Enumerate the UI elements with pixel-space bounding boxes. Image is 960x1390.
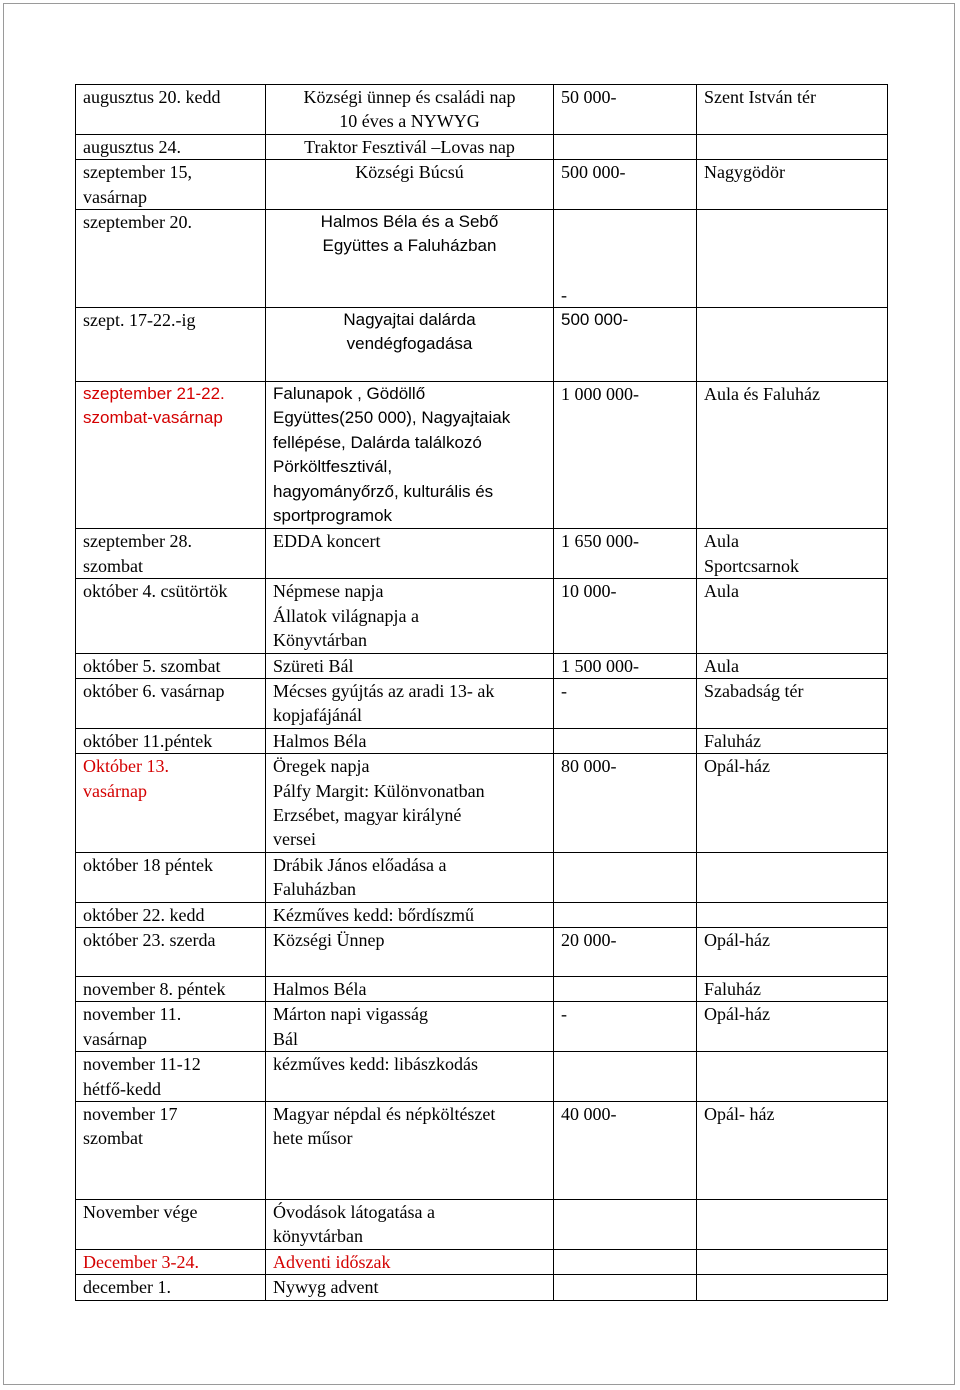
cell-cost [554,1052,697,1102]
cell-cost [554,134,697,159]
place-text-line: Aula [704,531,739,552]
cell-event [266,1249,554,1274]
cell-cost [554,728,697,753]
place-text-line: Szabadság tér [704,680,804,701]
table-row [76,754,888,853]
cost-text-line: 80 000- [561,756,617,777]
date-text-line: szeptember 28. [83,531,192,552]
cost-text-line: 500 000- [561,310,629,330]
event-text-line: Állatok világnapja a [273,605,419,626]
cost-text-line: 1 500 000- [561,655,639,676]
event-text-line: Bál [273,1028,298,1049]
table-row [76,1275,888,1300]
cell-event [266,902,554,927]
cell-event [266,529,554,579]
cell-cost [554,653,697,678]
cell-date [76,653,266,678]
cell-place [697,1052,888,1102]
cell-place [697,382,888,529]
cell-event [266,976,554,1001]
cell-cost [554,852,697,902]
event-text-line: Adventi időszak [273,1251,391,1272]
date-text-line: vasárnap [83,186,147,207]
place-text-line: Nagygödör [704,162,785,183]
cell-place [697,210,888,308]
cell-event [266,210,554,308]
cell-date [76,308,266,382]
cell-event [266,85,554,135]
table-row [76,134,888,159]
cell-cost [554,1275,697,1300]
place-text-line: Opál-ház [704,1004,770,1025]
event-text-line: Halmos Béla [273,730,367,751]
event-text-line: Szüreti Bál [273,655,354,676]
table-row [76,653,888,678]
cost-text-line: 1 650 000- [561,531,639,552]
date-text-line: szept. 17-22.-ig [83,310,196,331]
date-text-line: augusztus 24. [83,136,181,157]
cost-text-line: 20 000- [561,929,617,950]
date-text-line: szeptember 20. [83,212,192,233]
place-text-line: Szent István tér [704,87,816,107]
table-row [76,382,888,529]
cell-cost [554,382,697,529]
cell-place [697,579,888,653]
event-text-line: vendégfogadása [346,334,473,354]
cell-cost [554,927,697,976]
event-text-line: Erzsébet, magyar királyné [273,804,462,825]
cell-event [266,728,554,753]
cell-date [76,728,266,753]
date-text-line: december 1. [83,1277,171,1298]
event-text-line: Halmos Béla [273,978,367,999]
date-text-line: november 8. péntek [83,978,226,999]
date-text-line: október 11.péntek [83,730,213,751]
cell-place [697,160,888,210]
cost-text-line: - [561,284,567,305]
table-row [76,728,888,753]
table-row [76,579,888,653]
cost-text-line: - [561,1004,567,1025]
cell-cost [554,1249,697,1274]
place-text-line: Faluház [704,730,761,751]
place-text-line: Aula és Faluház [704,384,820,405]
event-text-line: Óvodások látogatása a [273,1202,435,1222]
event-text-line: hete műsor [273,1128,353,1149]
cell-cost [554,678,697,728]
cell-date [76,579,266,653]
event-text-line: Drábik János előadása a [273,854,447,875]
event-text-line: Együttes a Faluházban [322,236,497,256]
event-text-line: Halmos Béla és a Sebő [320,212,499,232]
event-text-line: sportprogramok [273,506,393,526]
cell-event [266,579,554,653]
cell-date [76,529,266,579]
date-text-line: október 22. kedd [83,904,205,925]
date-text-line: vasárnap [83,1028,147,1049]
cost-text-line: 50 000- [561,87,617,107]
event-text-line: könyvtárban [273,1226,363,1247]
date-text-line: szombat-vasárnap [83,408,223,428]
cell-cost [554,1102,697,1200]
date-text-line: október 23. szerda [83,929,216,950]
date-text-line: augusztus 20. kedd [83,87,221,107]
event-text-line: Márton napi vigasság [273,1004,428,1025]
cell-event [266,1002,554,1052]
cell-event [266,308,554,382]
cell-cost [554,529,697,579]
cell-cost [554,1002,697,1052]
cell-date [76,1200,266,1250]
event-text-line: Kézműves kedd: bőrdíszmű [273,904,474,925]
event-text-line: Öregek napja [273,756,370,777]
cell-place [697,1002,888,1052]
date-text-line: Október 13. [83,756,169,777]
date-text-line: november 17 [83,1104,178,1124]
event-text-line: Pálfy Margit: Különvonatban [273,780,485,801]
event-text-line: hagyományőrző, kulturális és [273,481,494,501]
cell-cost [554,210,697,308]
place-text-line: Aula [704,581,739,602]
event-text-line: versei [273,829,316,850]
cell-place [697,529,888,579]
date-text-line: október 4. csütörtök [83,581,228,602]
event-text-line: Községi Ünnep [273,929,385,950]
cell-cost [554,902,697,927]
cell-event [266,1052,554,1102]
cell-cost [554,308,697,382]
cell-place [697,653,888,678]
cell-date [76,852,266,902]
cell-date [76,678,266,728]
cell-cost [554,976,697,1001]
place-text-line: Aula [704,655,739,676]
cost-text-line: 1 000 000- [561,384,639,405]
event-text-line: Népmese napja [273,581,384,602]
event-schedule-table [75,84,888,1301]
cell-event [266,1275,554,1300]
event-text-line: Községi Búcsú [355,162,464,183]
cell-cost [554,579,697,653]
cell-date [76,902,266,927]
cell-date [76,1249,266,1274]
event-text-line: Nywyg advent [273,1277,379,1298]
place-text-line: Opál- ház [704,1104,775,1124]
event-text-line: Magyar népdal és népköltészet [273,1104,496,1124]
date-text-line: November vége [83,1202,198,1222]
date-text-line: szombat [83,1128,143,1149]
event-text-line: Községi ünnep és családi nap [303,87,516,107]
cell-place [697,1102,888,1200]
cell-cost [554,85,697,135]
cell-place [697,728,888,753]
place-text-line: Opál-ház [704,756,770,777]
cell-place [697,1275,888,1300]
event-text-line: fellépése, Dalárda találkozó [273,432,482,452]
table-row [76,852,888,902]
cell-place [697,134,888,159]
cell-event [266,927,554,976]
date-text-line: szeptember 21-22. [83,384,225,404]
cell-cost [554,1200,697,1250]
cell-place [697,976,888,1001]
table-row [76,210,888,308]
cell-date [76,1275,266,1300]
cell-event [266,852,554,902]
cell-event [266,754,554,853]
date-text-line: október 18 péntek [83,854,213,875]
cost-text-line: 500 000- [561,162,626,183]
cell-place [697,852,888,902]
event-text-line: Együttes(250 000), Nagyajtaiak [273,408,511,428]
cell-date [76,1102,266,1200]
cell-place [697,678,888,728]
cell-date [76,976,266,1001]
cell-event [266,382,554,529]
event-text-line: Faluházban [273,879,356,900]
cell-date [76,754,266,853]
event-text-line: Nagyajtai dalárda [343,310,476,330]
date-text-line: szeptember 15, [83,162,192,183]
cell-date [76,382,266,529]
event-text-line: Pörköltfesztivál, [273,457,393,477]
cell-event [266,653,554,678]
date-text-line: november 11-12 [83,1054,201,1075]
cell-date [76,134,266,159]
cell-date [76,1002,266,1052]
table-row [76,927,888,976]
table-row [76,308,888,382]
cell-event [266,678,554,728]
table-row [76,1102,888,1200]
event-text-line: EDDA koncert [273,531,381,552]
cell-date [76,1052,266,1102]
cell-cost [554,754,697,853]
table-row [76,160,888,210]
date-text-line: október 6. vasárnap [83,680,225,701]
table-row [76,1249,888,1274]
table-row [76,1200,888,1250]
date-text-line: December 3-24. [83,1251,199,1272]
cost-text-line: - [561,680,567,701]
cell-date [76,85,266,135]
table-row [76,678,888,728]
cost-text-line: 40 000- [561,1104,617,1124]
cell-place [697,902,888,927]
event-text-line: 10 éves a NYWYG [339,111,480,132]
table-row [76,902,888,927]
table-row [76,1002,888,1052]
cell-place [697,308,888,382]
cell-place [697,754,888,853]
cell-place [697,85,888,135]
cell-date [76,210,266,308]
event-text-line: kézműves kedd: libászkodás [273,1054,478,1075]
cell-place [697,1200,888,1250]
place-text-line: Opál-ház [704,929,770,950]
table-row [76,85,888,135]
cell-event [266,160,554,210]
date-text-line: vasárnap [83,780,147,801]
cell-date [76,160,266,210]
event-text-line: Traktor Fesztivál –Lovas nap [304,136,515,157]
cell-place [697,1249,888,1274]
cell-event [266,1200,554,1250]
event-text-line: Falunapok , Gödöllő [273,384,426,404]
cell-place [697,927,888,976]
cell-event [266,134,554,159]
date-text-line: október 5. szombat [83,655,221,676]
cell-cost [554,160,697,210]
date-text-line: november 11. [83,1004,182,1025]
cost-text-line: 10 000- [561,581,617,602]
cell-event [266,1102,554,1200]
table-row [76,1052,888,1102]
place-text-line: Sportcsarnok [704,555,799,576]
cell-date [76,927,266,976]
table-row [76,976,888,1001]
place-text-line: Faluház [704,978,761,999]
event-text-line: Mécses gyújtás az aradi 13- ak [273,680,495,701]
event-text-line: kopjafájánál [273,705,362,726]
date-text-line: szombat [83,555,143,576]
date-text-line: hétfő-kedd [83,1078,161,1099]
event-text-line: Könyvtárban [273,630,367,651]
table-row [76,529,888,579]
